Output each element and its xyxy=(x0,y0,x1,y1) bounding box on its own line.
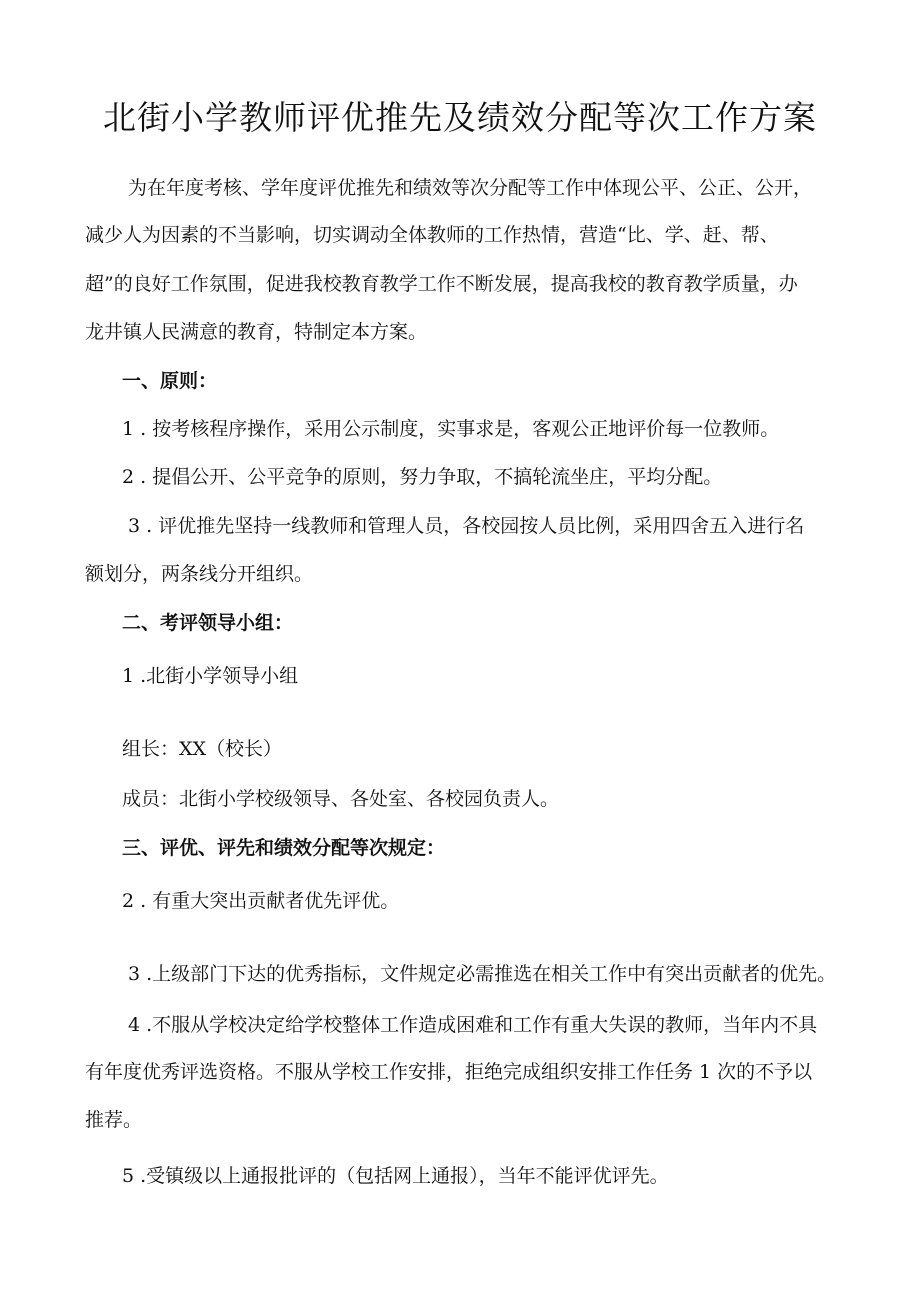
section-1-item-3-line-2: 额划分，两条线分开组织。 xyxy=(85,563,314,585)
section-3-item-2: 2 . 有重大突出贡献者优先评优。 xyxy=(122,890,400,912)
section-2-members: 成员：北街小学校级领导、各处室、各校园负责人。 xyxy=(122,788,560,810)
section-3-item-4-line-3: 推荐。 xyxy=(85,1109,143,1131)
intro-line-1: 为在年度考核、学年度评优推先和绩效等次分配等工作中体现公平、公正、公开， xyxy=(128,177,813,199)
section-2-heading: 二、考评领导小组： xyxy=(122,612,294,634)
section-3-item-4-line-2: 有年度优秀评选资格。不服从学校工作安排，拒绝完成组织安排工作任务 1 次的不予以 xyxy=(85,1061,813,1083)
section-3-item-5: 5 .受镇级以上通报批评的（包括网上通报），当年不能评优评先。 xyxy=(122,1165,669,1187)
section-3-item-4-line-1: 4 .不服从学校决定给学校整体工作造成困难和工作有重大失误的教师，当年内不具 xyxy=(128,1014,818,1036)
section-1-item-1: 1 . 按考核程序操作，采用公示制度，实事求是，客观公正地评价每一位教师。 xyxy=(122,418,780,440)
section-1-item-2: 2 . 提倡公开、公平竞争的原则，努力争取，不搞轮流坐庄，平均分配。 xyxy=(122,466,723,488)
section-2-leader: 组长：XX（校长） xyxy=(122,738,283,760)
section-3-heading: 三、评优、评先和绩效分配等次规定： xyxy=(122,837,446,859)
section-2-item-1: 1 .北街小学领导小组 xyxy=(122,665,299,687)
intro-line-4: 龙井镇人民满意的教育，特制定本方案。 xyxy=(85,321,428,343)
intro-line-3: 超”的良好工作氛围，促进我校教育教学工作不断发展，提高我校的教育教学质量，办 xyxy=(85,273,798,295)
intro-line-2: 减少人为因素的不当影响，切实调动全体教师的工作热情，营造“比、学、赶、帮、 xyxy=(85,224,779,246)
section-3-item-3: 3 .上级部门下达的优秀指标，文件规定必需推选在相关工作中有突出贡献者的优先。 xyxy=(128,963,837,985)
document-title: 北街小学教师评优推先及绩效分配等次工作方案 xyxy=(103,98,817,137)
section-1-heading: 一、原则： xyxy=(122,370,218,392)
section-1-item-3-line-1: 3 . 评优推先坚持一线教师和管理人员，各校园按人员比例，采用四舍五入进行名 xyxy=(128,515,805,537)
